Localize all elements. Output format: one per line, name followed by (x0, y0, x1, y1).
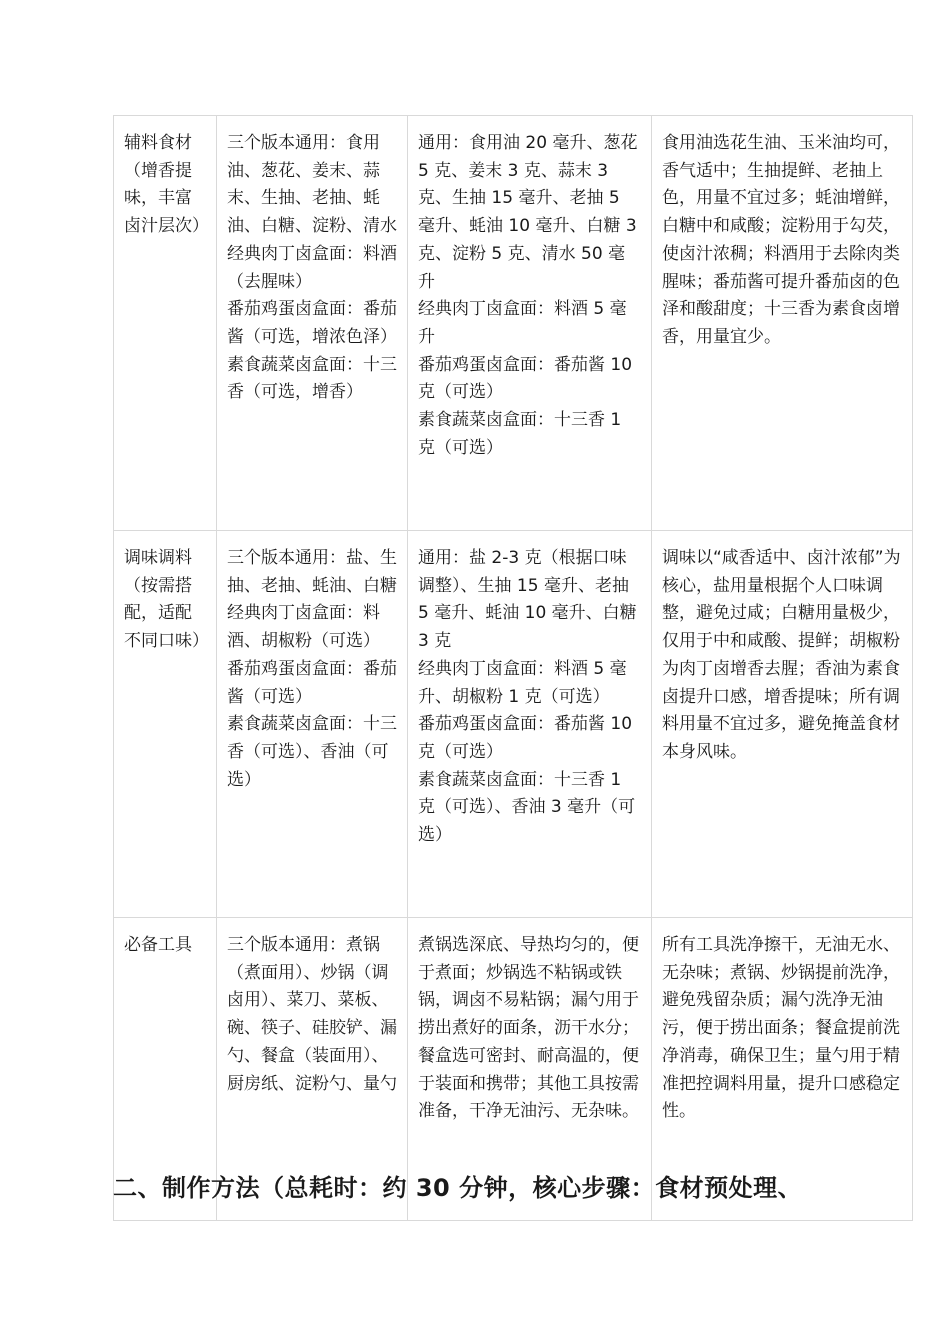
amounts-line: 素食蔬菜卤盒面：十三香 1 克（可选）、香油 3 毫升（可选） (418, 769, 636, 846)
category-cell: 辅料食材（增香提味，丰富卤汁层次） (114, 116, 217, 531)
notes-cell: 调味以“咸香适中、卤汁浓郁”为核心，盐用量根据个人口味调整，避免过咸；白糖用量极少，仅用于中和咸酸、提鲜；胡椒粉为肉丁卤增香去腥；香油为素食卤提升口感，增香提味；所有调料用量不宜过多，避免掩盖食材本身风味。 (652, 531, 913, 918)
category-cell: 调味调料（按需搭配，适配不同口味） (114, 531, 217, 918)
table-row (114, 116, 913, 531)
amounts-line: 素食蔬菜卤盒面：十三香 1 克（可选） (418, 410, 627, 458)
versions-line: 番茄鸡蛋卤盒面：番茄酱（可选，增浓色泽） (227, 299, 397, 347)
versions-line: 三个版本通用：煮锅（煮面用）、炒锅（调卤用）、菜刀、菜板、碗、筷子、硅胶铲、漏勺、餐盒（装面用）、厨房纸、淀粉勺、量勺 (227, 935, 397, 1094)
versions-line: 素食蔬菜卤盒面：十三香（可选）、香油（可选） (227, 714, 397, 790)
amounts-line: 煮锅选深底、导热均匀的，便于煮面；炒锅选不粘锅或铁锅，调卤不易粘锅；漏勺用于捞出煮好的面条，沥干水分；餐盒选可密封、耐高温的，便于装面和携带；其他工具按需准备，干净无油污、无杂味。 (418, 935, 639, 1122)
amounts-line: 番茄鸡蛋卤盒面：番茄酱 10 克（可选） (418, 714, 638, 762)
ingredients-table (113, 115, 913, 1221)
versions-line: 三个版本通用：食用油、葱花、姜末、蒜末、生抽、老抽、蚝油、白糖、淀粉、清水 (227, 133, 397, 237)
category-cell: 必备工具 (114, 918, 217, 1221)
amounts-line: 通用：盐 2-3 克（根据口味调整）、生抽 15 毫升、老抽 5 毫升、蚝油 10 毫升、白糖 3 克 (418, 548, 643, 652)
versions-line: 经典肉丁卤盒面：料酒（去腥味） (227, 243, 397, 292)
versions-cell (217, 116, 408, 531)
notes-cell: 所有工具洗净擦干，无油无水、无杂味；煮锅、炒锅提前洗净，避免残留杂质；漏勺洗净无油污，便于捞出面条；餐盒提前洗净消毒，确保卫生；量勺用于精准把控调料用量，提升口感稳定性。 (652, 918, 913, 1221)
notes-cell: 食用油选花生油、玉米油均可，香气适中；生抽提鲜、老抽上色，用量不宜过多；蚝油增鲜，白糖中和咸酸；淀粉用于勾芡，使卤汁浓稠；料酒用于去除肉类腥味；番茄酱可提升番茄卤的色泽和酸甜度；十三香为素食卤增香，用量宜少。 (652, 116, 913, 531)
section-heading: 二、制作方法（总耗时：约 30 分钟，核心步骤：食材预处理、 (113, 1174, 803, 1202)
amounts-line: 番茄鸡蛋卤盒面：番茄酱 10 克（可选） (418, 354, 638, 403)
amounts-cell (408, 531, 652, 918)
amounts-line: 通用：食用油 20 毫升、葱花 5 克、姜末 3 克、蒜末 3 克、生抽 15 毫升、老抽 5 毫升、蚝油 10 毫升、白糖 3 克、淀粉 5 克、清水 50 毫升 (418, 133, 643, 292)
amounts-line: 经典肉丁卤盒面：料酒 5 毫升、胡椒粉 1 克（可选） (418, 658, 627, 707)
table-row (114, 531, 913, 918)
versions-line: 番茄鸡蛋卤盒面：番茄酱（可选） (227, 658, 397, 707)
versions-cell (217, 531, 408, 918)
versions-line: 三个版本通用：盐、生抽、老抽、蚝油、白糖 (227, 548, 397, 596)
versions-line: 素食蔬菜卤盒面：十三香（可选，增香） (227, 354, 397, 403)
versions-line: 经典肉丁卤盒面：料酒、胡椒粉（可选） (227, 603, 380, 652)
amounts-cell (408, 116, 652, 531)
amounts-line: 经典肉丁卤盒面：料酒 5 毫升 (418, 299, 627, 347)
